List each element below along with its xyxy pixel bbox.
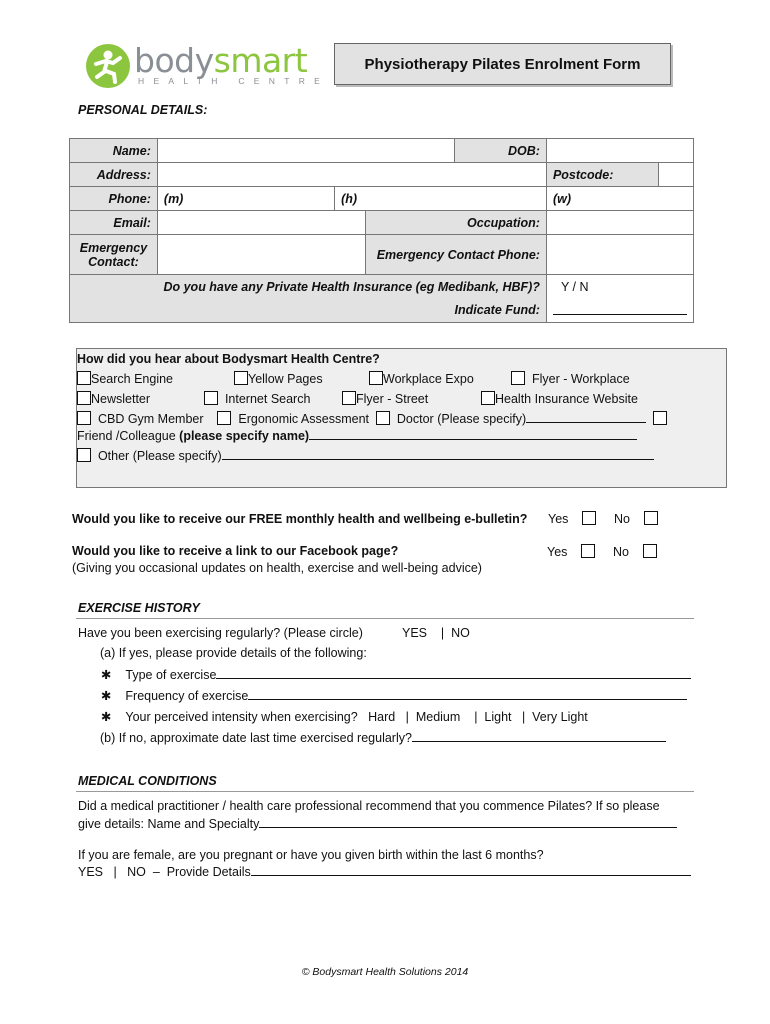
other-label: Other (Please specify) [97, 449, 222, 463]
facebook-note: (Giving you occasional updates on health, exercise and well-being advice) [72, 561, 482, 575]
pregnant-details-line[interactable] [251, 864, 691, 876]
phone-label: Phone: [70, 187, 158, 211]
friend-checkbox[interactable] [653, 411, 667, 425]
running-figure-icon [86, 44, 130, 88]
phone-mobile-field[interactable]: (m) [157, 187, 334, 211]
intensity-hard-option[interactable]: Hard [368, 710, 396, 724]
search-engine-checkbox[interactable] [77, 371, 91, 385]
medical-question-2: If you are female, are you pregnant or have you given birth within the last 6 months? [78, 848, 544, 862]
doctor-specify-line[interactable] [526, 411, 646, 423]
insurance-answer[interactable]: Y / N [546, 275, 693, 299]
cbd-gym-label: CBD Gym Member [97, 412, 204, 426]
doctor-checkbox[interactable] [376, 411, 390, 425]
name-label: Name: [70, 139, 158, 163]
bulletin-yes-checkbox[interactable] [582, 511, 596, 525]
form-title: Physiotherapy Pilates Enrolment Form [334, 43, 671, 85]
dob-field[interactable] [546, 139, 693, 163]
yellow-pages-option [234, 371, 323, 386]
emergency-phone-label: Emergency Contact Phone: [365, 235, 546, 275]
copyright-footer: © Bodysmart Health Solutions 2014 [301, 966, 469, 978]
emergency-contact-field[interactable] [157, 235, 365, 275]
internet-search-label: Internet Search [224, 392, 311, 406]
flyer-street-label: Flyer - Street [356, 392, 429, 406]
medical-q1-details-line[interactable] [259, 816, 677, 828]
exercise-frequency-item [101, 688, 687, 703]
exercise-type-line[interactable] [216, 667, 691, 679]
medical-heading-rule [76, 791, 694, 792]
bulletin-no-checkbox[interactable] [644, 511, 658, 525]
other-option [77, 448, 654, 463]
health-insurance-website-checkbox[interactable] [481, 391, 495, 405]
exercise-frequency-line[interactable] [248, 688, 687, 700]
bulletin-no-label: No [614, 512, 630, 526]
exercise-intensity-item [101, 709, 588, 724]
fund-label: Indicate Fund: [70, 299, 547, 323]
exercise-answer-options[interactable] [402, 626, 470, 640]
medical-question-2-answer [78, 864, 691, 879]
yellow-pages-label: Yellow Pages [248, 372, 323, 386]
email-field[interactable] [157, 211, 365, 235]
personal-details-table [69, 138, 694, 323]
newsletter-checkbox[interactable] [77, 391, 91, 405]
friend-label: Friend /Colleague [77, 429, 176, 443]
exercise-last-date-line[interactable] [412, 730, 666, 742]
exercise-part-b-label: (b) If no, approximate date last time exercised regularly? [100, 731, 412, 745]
email-label: Email: [70, 211, 158, 235]
medical-conditions-heading: MEDICAL CONDITIONS [78, 774, 217, 788]
facebook-yes-label: Yes [547, 545, 568, 559]
newsletter-label: Newsletter [91, 392, 151, 406]
pregnant-details-label: Provide Details [166, 865, 251, 879]
intensity-medium-option[interactable]: Medium [415, 710, 461, 724]
facebook-question: Would you like to receive a link to our Facebook page? [72, 544, 399, 558]
flyer-workplace-label: Flyer - Workplace [531, 372, 630, 386]
pregnant-separator: | [113, 865, 117, 879]
facebook-no-option [613, 544, 657, 559]
exercise-yes-option[interactable]: YES [402, 626, 428, 640]
intensity-light-option[interactable]: Light [484, 710, 512, 724]
exercise-frequency-label: Frequency of exercise [125, 689, 249, 703]
friend-specify-line[interactable] [309, 428, 637, 440]
facebook-no-checkbox[interactable] [643, 544, 657, 558]
bulletin-yes-option [548, 511, 596, 526]
other-checkbox[interactable] [77, 448, 91, 462]
flyer-workplace-checkbox[interactable] [511, 371, 525, 385]
workplace-expo-option [369, 371, 474, 386]
doctor-label: Doctor (Please specify) [396, 412, 527, 426]
referral-question: How did you hear about Bodysmart Health Centre? [77, 352, 380, 366]
pregnant-no-option[interactable]: NO [127, 865, 146, 879]
exercise-heading-rule [76, 618, 694, 619]
medical-question-1-line-2 [78, 816, 677, 831]
phone-work-field[interactable]: (w) [546, 187, 693, 211]
search-engine-label: Search Engine [91, 372, 174, 386]
other-specify-line[interactable] [222, 448, 654, 460]
insurance-question: Do you have any Private Health Insurance (eg Medibank, HBF)? [70, 275, 547, 299]
postcode-field[interactable] [658, 163, 693, 187]
facebook-no-label: No [613, 545, 629, 559]
ergonomic-label: Ergonomic Assessment [238, 412, 369, 426]
friend-option [77, 428, 637, 443]
asterisk-bullet-icon: ✱ [101, 710, 112, 724]
dob-label: DOB: [454, 139, 546, 163]
address-field[interactable] [157, 163, 546, 187]
internet-search-checkbox[interactable] [204, 391, 218, 405]
intensity-very-light-option[interactable]: Very Light [532, 710, 588, 724]
workplace-expo-label: Workplace Expo [383, 372, 474, 386]
asterisk-bullet-icon: ✱ [101, 689, 112, 703]
occupation-field[interactable] [546, 211, 693, 235]
exercise-intensity-label: Your perceived intensity when exercising? [125, 710, 358, 724]
phone-home-field[interactable]: (h) [335, 187, 547, 211]
bodysmart-logo [86, 41, 330, 88]
exercise-type-label: Type of exercise [125, 668, 217, 682]
friend-specify-label: (please specify name) [179, 429, 310, 443]
postcode-label: Postcode: [546, 163, 658, 187]
intensity-separator: | [474, 710, 478, 724]
intensity-separator: | [405, 710, 409, 724]
flyer-street-option [342, 391, 428, 406]
yellow-pages-checkbox[interactable] [234, 371, 248, 385]
logo-wordmark: bodysmart [134, 41, 308, 80]
personal-details-heading: PERSONAL DETAILS: [78, 103, 208, 117]
exercise-no-option[interactable]: NO [451, 626, 470, 640]
exercise-part-a: (a) If yes, please provide details of the following: [100, 646, 367, 660]
exercise-part-b [100, 730, 666, 745]
address-label: Address: [70, 163, 158, 187]
medical-question-1-line-1: Did a medical practitioner / health care professional recommend that you commence Pilates? If so please [78, 799, 660, 813]
asterisk-bullet-icon: ✱ [101, 668, 112, 682]
emergency-contact-label: Emergency Contact: [70, 235, 158, 275]
ergonomic-checkbox[interactable] [217, 411, 231, 425]
bulletin-question: Would you like to receive our FREE monthly health and wellbeing e-bulletin? [72, 512, 528, 526]
medical-q1-details-label: give details: Name and Specialty [78, 817, 260, 831]
referral-row-3 [77, 411, 667, 426]
bulletin-no-option [614, 511, 658, 526]
referral-source-box [76, 348, 727, 488]
workplace-expo-checkbox[interactable] [369, 371, 383, 385]
referral-row-1 [77, 371, 173, 386]
logo-subtitle: HEALTH CENTRE [138, 76, 330, 86]
facebook-yes-checkbox[interactable] [581, 544, 595, 558]
health-insurance-website-option [481, 391, 638, 406]
exercise-separator: | [440, 626, 445, 640]
exercise-history-heading: EXERCISE HISTORY [78, 601, 200, 615]
bulletin-yes-label: Yes [548, 512, 569, 526]
flyer-workplace-option [511, 371, 630, 386]
pregnant-dash: – [152, 865, 160, 879]
flyer-street-checkbox[interactable] [342, 391, 356, 405]
fund-field[interactable] [546, 299, 693, 323]
intensity-separator: | [521, 710, 526, 724]
internet-search-option [204, 391, 310, 406]
exercise-question: Have you been exercising regularly? (Please circle) [78, 626, 363, 640]
pregnant-yes-option[interactable]: YES [78, 865, 104, 879]
facebook-yes-option [547, 544, 595, 559]
newsletter-option [77, 391, 150, 406]
name-field[interactable] [157, 139, 454, 163]
cbd-gym-checkbox[interactable] [77, 411, 91, 425]
exercise-type-item [101, 667, 691, 682]
health-insurance-website-label: Health Insurance Website [495, 392, 638, 406]
occupation-label: Occupation: [365, 211, 546, 235]
emergency-phone-field[interactable] [546, 235, 693, 275]
